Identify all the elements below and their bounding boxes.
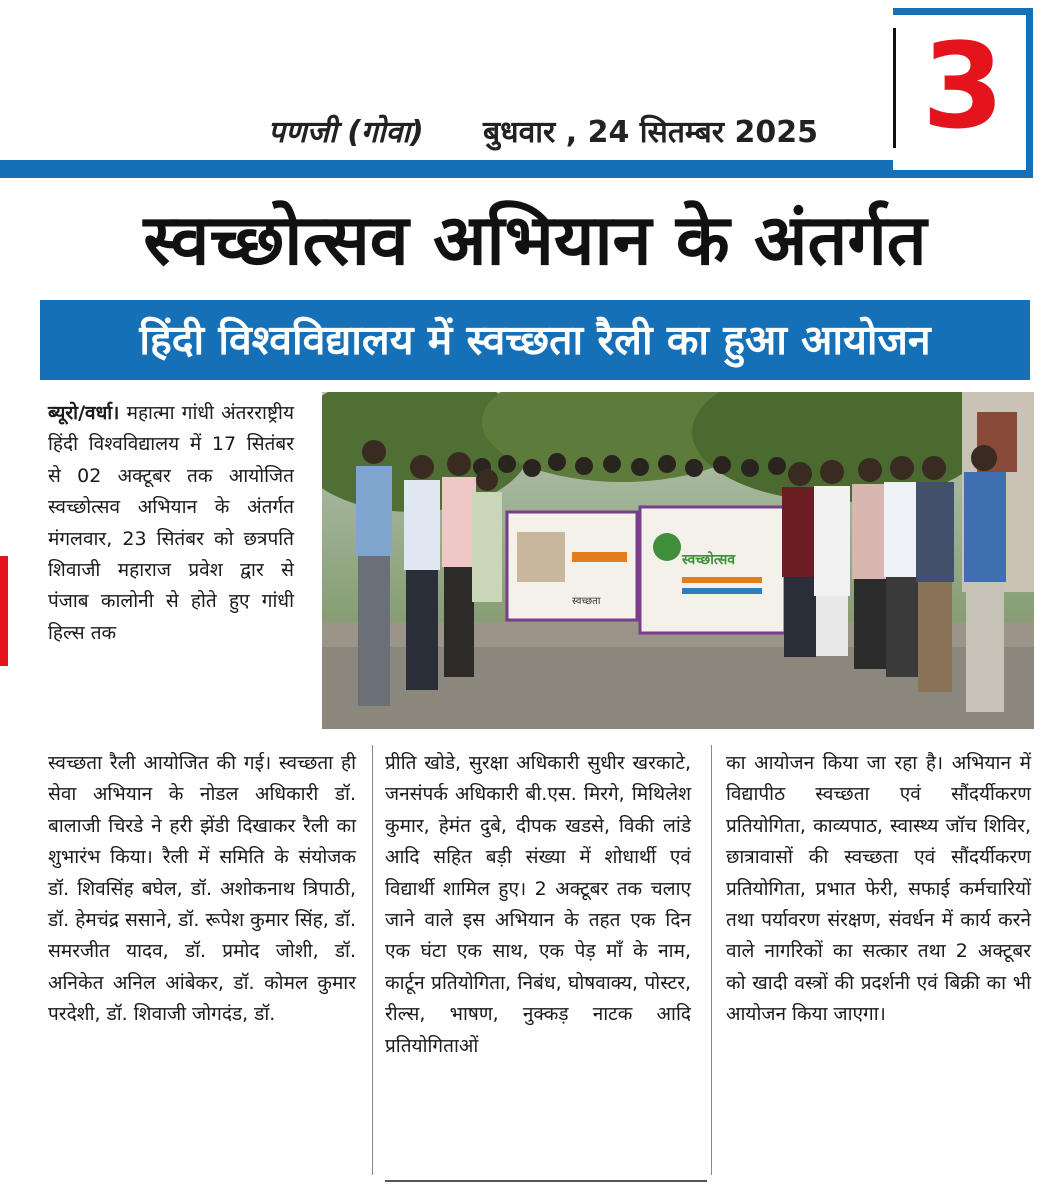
- dateline-city: पणजी (गोवा): [268, 115, 424, 150]
- column-rule: [711, 745, 712, 1175]
- page-number-divider: [893, 28, 896, 148]
- dateline-date: बुधवार , 24 सितम्बर 2025: [483, 115, 819, 150]
- masthead-band: [0, 160, 1033, 178]
- group-photo-illustration: [322, 392, 1034, 729]
- article-column-1-bottom: स्वच्छता रैली आयोजित की गई। स्वच्छता ही सेवा अभियान के नोडल अधिकारी डॉ. बालाजी चिरडे ने हरी झेंडी दिखाकर रैली का शुभारंभ किया। रैली में समिति के संयोजक डॉ. शिवसिंह बघेल, डॉ. अशोकनाथ त्रिपाठी, डॉ. हेमचंद्र ससाने, डॉ. रूपेश कुमार सिंह, डॉ. समरजीत यादव, डॉ. प्रमोद जोशी, डॉ. अनिकेत अनिल आंबेकर, डॉ. कोमल कुमार परदेशी, डॉ. शिवाजी जोगदंड, डॉ.: [48, 752, 356, 1026]
- news-photo: [322, 392, 1034, 729]
- bottom-rule: [385, 1180, 707, 1182]
- page-number: 3: [921, 17, 1005, 155]
- headline: स्वच्छोत्सव अभियान के अंतर्गत: [143, 199, 927, 281]
- red-edge-marker: [0, 556, 8, 666]
- article-column-3: का आयोजन किया जा रहा है। अभियान में विद्यापीठ स्वच्छता एवं सौंदर्यीकरण प्रतियोगिता, काव्यपाठ, स्वास्थ्य जॉच शिविर, छात्रावासों की स्वच्छता एवं सौंदर्यीकरण प्रतियोगिता, प्रभात फेरी, सफाई कर्मचारियों तथा पर्यावरण संरक्षण, संवर्धन में कार्य करने वाले नागरिकों का सत्कार तथा 2 अक्टूबर को खादी वस्त्रों की प्रदर्शनी एवं बिक्री का भी आयोजन किया जाएगा।: [726, 752, 1031, 1026]
- banner-left-caption: स्वच्छता: [572, 596, 601, 607]
- banner-right-caption: स्वच्छोत्सव: [682, 552, 736, 568]
- article-column-1-top: [48, 398, 294, 649]
- byline: ब्यूरो/वर्धा।: [48, 402, 120, 424]
- article-column-2: प्रीति खोडे, सुरक्षा अधिकारी सुधीर खरकाटे, जनसंपर्क अधिकारी बी.एस. मिरगे, मिथिलेश कुमार, हेमंत दुबे, दीपक खडसे, विकी लांडे आदि सहित बड़ी संख्या में शोधार्थी एवं विद्यार्थी शामिल हुए। 2 अक्टूबर तक चलाए जाने वाले इस अभियान के तहत एक दिन एक घंटा एक साथ, एक पेड़ माँ के नाम, कार्टून प्रतियोगिता, निबंध, घोषवाक्य, पोस्टर, रील्स, भाषण, नुक्कड़ नाटक आदि प्रतियोगिताओं: [385, 752, 691, 1057]
- article-text-1-top: महात्मा गांधी अंतरराष्ट्रीय हिंदी विश्वविद्यालय में 17 सितंबर से 02 अक्टूबर तक आयोजित स्वच्छोत्सव अभियान के अंतर्गत मंगलवार, 23 सितंबर को छत्रपति शिवाजी महाराज प्रवेश द्वार से पंजाब कालोनी से होते हुए गांधी हिल्स तक: [48, 402, 294, 644]
- subheadline: हिंदी विश्वविद्यालय में स्वच्छता रैली का हुआ आयोजन: [139, 316, 931, 364]
- column-rule: [372, 745, 373, 1175]
